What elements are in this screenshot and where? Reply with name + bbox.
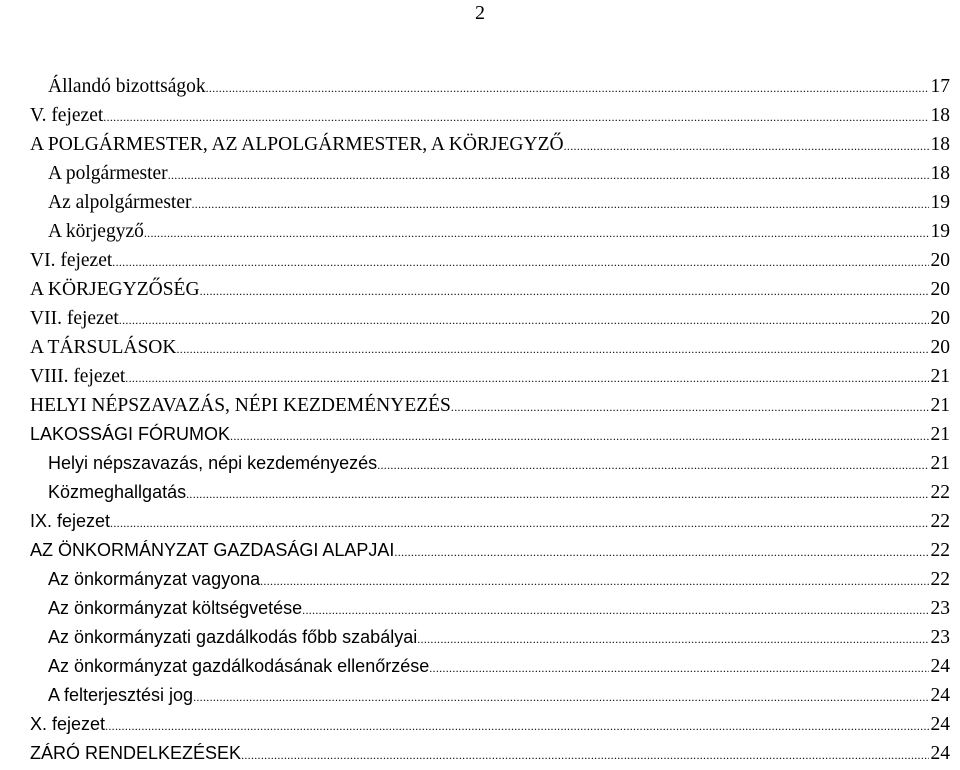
toc-entry[interactable] [0,275,960,304]
toc-entry-title: Az önkormányzati gazdálkodás főbb szabályai [48,627,418,647]
toc-entry-title: Állandó bizottságok [48,76,206,97]
toc-entry-page: 24 [930,685,950,706]
toc-entry-page: 24 [930,714,950,735]
toc-entry-title: A POLGÁRMESTER, AZ ALPOLGÁRMESTER, A KÖRJEGYZŐ [30,134,564,155]
toc-entry-page: 23 [930,627,950,648]
toc-dot-leader [125,364,928,393]
toc-entry-title: HELYI NÉPSZAVAZÁS, NÉPI KEZDEMÉNYEZÉS [30,395,451,416]
toc-entry-title: VII. fejezet [30,308,119,329]
toc-dot-leader [105,712,928,741]
toc-entry-title: A TÁRSULÁSOK [30,337,177,358]
toc-entry-title: LAKOSSÁGI FÓRUMOK [30,424,231,444]
toc-entry-title: Az önkormányzat vagyona [48,569,261,589]
toc-entry-page: 20 [930,250,950,271]
toc-entry-page: 21 [930,424,950,445]
toc-entry[interactable] [0,478,960,507]
toc-entry[interactable] [0,710,960,739]
toc-dot-leader [451,393,929,422]
toc-dot-leader [144,219,929,248]
toc-dot-leader [186,480,928,509]
toc-entry-page: 20 [930,308,950,329]
toc-entry[interactable] [0,72,960,101]
toc-entry[interactable] [0,333,960,362]
toc-entry-page: 21 [930,395,950,416]
table-of-contents [0,72,960,768]
toc-dot-leader [260,567,928,596]
toc-entry[interactable] [0,188,960,217]
toc-entry[interactable] [0,565,960,594]
toc-entry-page: 18 [930,163,950,184]
toc-dot-leader [168,161,929,190]
toc-entry[interactable] [0,304,960,333]
toc-entry[interactable] [0,101,960,130]
toc-entry-title: X. fejezet [30,714,106,734]
toc-entry-page: 19 [930,221,950,242]
toc-entry-title: ZÁRÓ RENDELKEZÉSEK [30,743,242,763]
toc-dot-leader [429,654,928,683]
toc-entry-title: Az alpolgármester [48,192,192,213]
toc-dot-leader [377,451,928,480]
toc-entry[interactable] [0,594,960,623]
toc-entry-page: 19 [930,192,950,213]
toc-entry[interactable] [0,159,960,188]
toc-entry[interactable] [0,652,960,681]
toc-entry-title: A körjegyző [48,221,144,242]
toc-entry-page: 18 [930,134,950,155]
toc-entry-page: 21 [930,453,950,474]
toc-entry[interactable] [0,420,960,449]
toc-entry-page: 23 [930,598,950,619]
toc-dot-leader [193,683,928,712]
toc-entry-page: 18 [930,105,950,126]
toc-entry[interactable] [0,536,960,565]
toc-entry-title: AZ ÖNKORMÁNYZAT GAZDASÁGI ALAPJAI [30,540,395,560]
toc-dot-leader [302,596,928,625]
toc-entry-title: VIII. fejezet [30,366,126,387]
toc-entry-title: A felterjesztési jog [48,685,194,705]
toc-entry-title: Helyi népszavazás, népi kezdeményezés [48,453,378,473]
toc-entry-page: 24 [930,656,950,677]
page-number: 2 [475,2,485,24]
toc-entry[interactable] [0,217,960,246]
toc-entry-title: A polgármester [48,163,168,184]
toc-dot-leader [206,74,929,103]
toc-dot-leader [112,248,928,277]
toc-entry[interactable] [0,246,960,275]
toc-entry[interactable] [0,681,960,710]
toc-entry-page: 17 [930,76,950,97]
toc-entry[interactable] [0,130,960,159]
toc-dot-leader [119,306,929,335]
toc-dot-leader [176,335,928,364]
toc-dot-leader [110,509,928,538]
toc-entry[interactable] [0,362,960,391]
toc-entry-title: IX. fejezet [30,511,111,531]
toc-entry-title: A KÖRJEGYZŐSÉG [30,279,200,300]
toc-entry-page: 22 [930,482,950,503]
toc-entry-page: 22 [930,511,950,532]
toc-entry[interactable] [0,623,960,652]
toc-entry-title: V. fejezet [30,105,104,126]
toc-entry-title: VI. fejezet [30,250,113,271]
toc-entry-page: 21 [930,366,950,387]
toc-dot-leader [230,422,928,451]
toc-entry-title: Közmeghallgatás [48,482,187,502]
toc-entry-page: 24 [930,743,950,764]
toc-dot-leader [103,103,928,132]
toc-entry-title: Az önkormányzat gazdálkodásának ellenőrzése [48,656,430,676]
toc-entry-page: 22 [930,540,950,561]
toc-entry-title: Az önkormányzat költségvetése [48,598,303,618]
toc-entry[interactable] [0,391,960,420]
toc-entry[interactable] [0,507,960,536]
toc-dot-leader [417,625,928,654]
toc-entry[interactable] [0,739,960,768]
toc-entry[interactable] [0,449,960,478]
toc-dot-leader [200,277,929,306]
toc-dot-leader [564,132,929,161]
toc-dot-leader [191,190,928,219]
toc-entry-page: 20 [930,279,950,300]
toc-entry-page: 20 [930,337,950,358]
toc-entry-page: 22 [930,569,950,590]
toc-dot-leader [394,538,928,567]
